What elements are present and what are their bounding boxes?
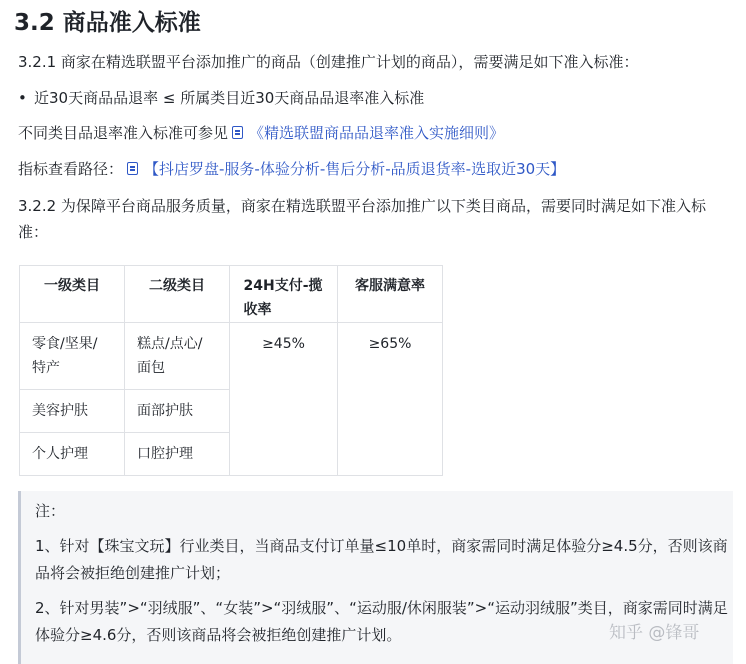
rules-doc-link-label: 《精选联盟商品品退率准入实施细则》 xyxy=(249,124,505,142)
satisfaction-cell: ≥65% xyxy=(338,323,443,476)
rate-24h-cell: ≥45% xyxy=(230,323,338,476)
paragraph-metric-path xyxy=(18,157,565,181)
level2-category-cell: 面部护肤 xyxy=(125,390,230,433)
section-heading: 3.2 商品准入标准 xyxy=(14,10,201,36)
metric-path-link-label: 【抖店罗盘-服务-体验分析-售后分析-品质退货率-选取近30天】 xyxy=(144,160,566,178)
level1-category-cell: 美容护肤 xyxy=(20,390,125,433)
header-level1-category: 一级类目 xyxy=(20,266,125,323)
table-row xyxy=(20,323,443,390)
level2-category-cell: 口腔护理 xyxy=(125,433,230,476)
level2-category-label: 糕点/点心/面包 xyxy=(137,336,203,376)
zhihu-watermark: 知乎 @锋哥 xyxy=(609,623,700,643)
level1-category-cell: 个人护理 xyxy=(20,433,125,476)
header-24h-pickup-rate-label: 24H支付-揽收率 xyxy=(243,278,323,318)
table-header-row xyxy=(20,266,443,323)
note-title: 注： xyxy=(35,502,66,520)
note-item-jewelry: 1、针对【珠宝文玩】行业类目，当商品支付订单量≤10单时，商家需同时满足体验分≥4.5分，否则该商品将会被拒绝创建推广计划； xyxy=(35,537,728,582)
document-icon xyxy=(232,126,243,139)
document-icon xyxy=(127,162,138,175)
header-level2-category: 二级类目 xyxy=(125,266,230,323)
admission-standard-table xyxy=(19,265,443,476)
level2-category-cell xyxy=(125,323,230,390)
note-item-down-jacket: 2、针对男装”>“羽绒服”、“女装”>“羽绒服”、“运动服/休闲服装”>“运动羽绒服”类目，商家需同时满足体验分≥4.6分，否则该商品将会被拒绝创建推广计划。 xyxy=(35,599,728,644)
paragraph-reference xyxy=(18,121,504,145)
paragraph-3-2-2: 3.2.2 为保障平台商品服务质量，商家在精选联盟平台添加推广以下类目商品，需要同时满足如下准入标准： xyxy=(18,197,706,241)
bullet-item xyxy=(18,86,424,110)
metric-path-text: 指标查看路径： xyxy=(18,160,124,178)
reference-text: 不同类目品退率准入标准可参见 xyxy=(18,124,229,142)
level1-category-cell xyxy=(20,323,125,390)
bullet-text: 近30天商品品退率 ≤ 所属类目近30天商品品退率准入标准 xyxy=(34,89,425,107)
rules-doc-link[interactable] xyxy=(228,124,504,142)
header-service-satisfaction: 客服满意率 xyxy=(338,266,443,323)
metric-path-link[interactable] xyxy=(123,160,565,178)
paragraph-3-2-1: 3.2.1 商家在精选联盟平台添加推广的商品（创建推广计划的商品），需要满足如下准入标准： xyxy=(18,53,639,71)
level1-category-label: 零食/坚果/特产 xyxy=(32,336,98,376)
bullet-dot: • xyxy=(18,89,27,107)
header-24h-pickup-rate xyxy=(230,266,338,323)
